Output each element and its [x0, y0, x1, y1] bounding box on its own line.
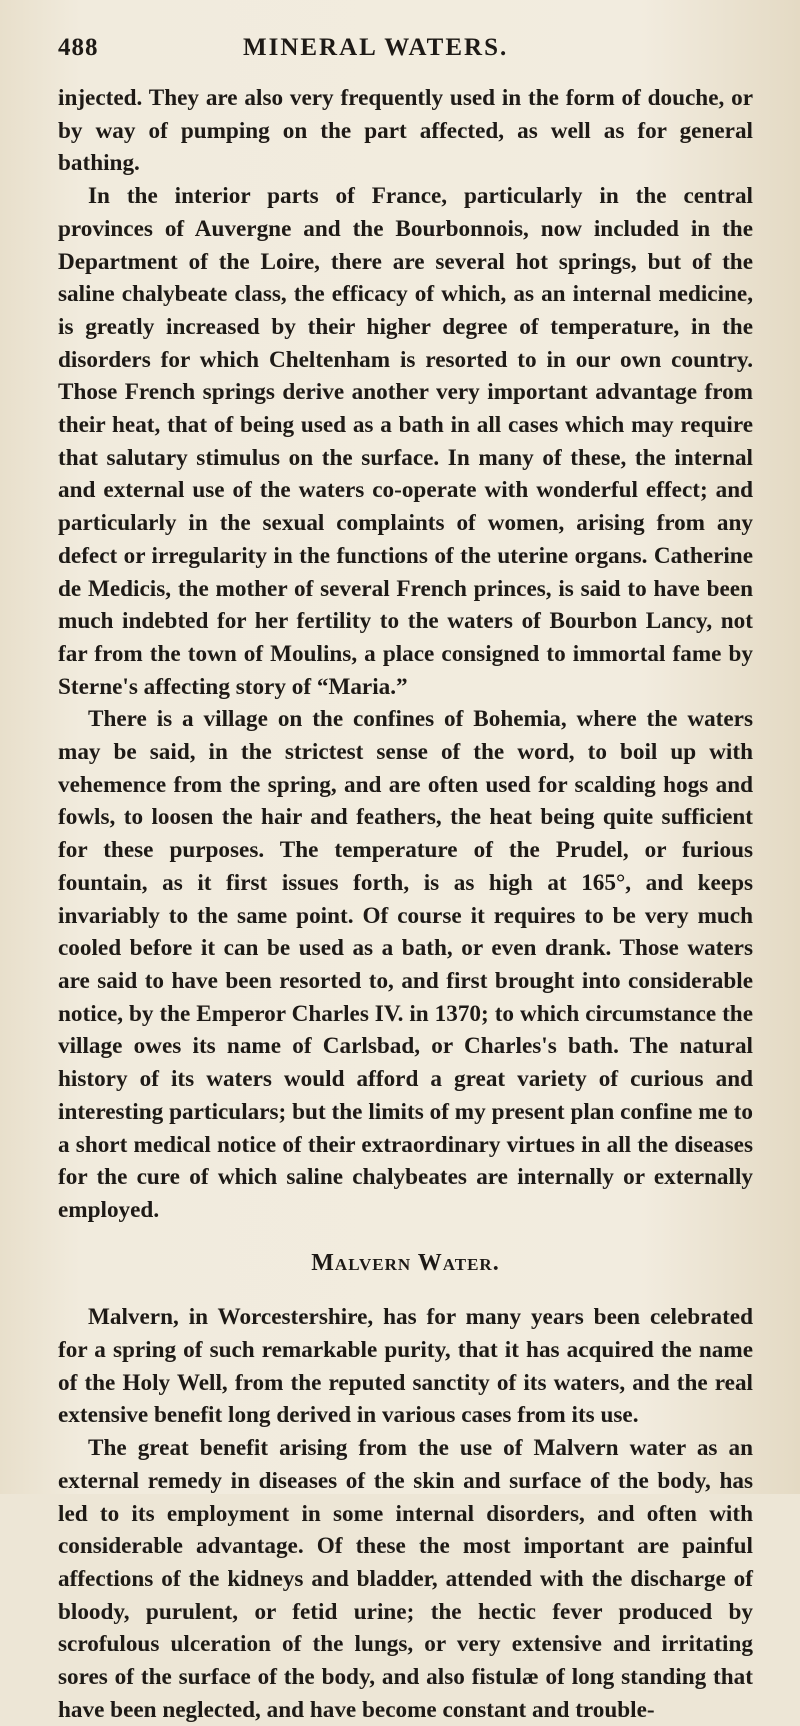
body-text — [58, 82, 753, 1726]
paragraph-1: injected. They are also very frequently used in the form of douche, or by way of pumping on the part affected, as well as for general bathing. — [58, 85, 753, 177]
section-heading: Malvern Water. — [311, 1249, 500, 1276]
paragraph-4: Malvern, in Worcestershire, has for many years been celebrated for a spring of such remarkable purity, that it has acquired the name of the Holy Well, from the reputed sanctity of its waters, and the real extensive benefit long derived in various cases from its use. — [58, 1304, 753, 1429]
paragraph-2: In the interior parts of France, particularly in the central provinces of Auvergne and the Bourbonnois, now included in the Department of the Loire, there are several hot springs, but of the saline chalybeate class, the efficacy of which, as an internal medicine, is greatly increased by their higher degree of temperature, in the disorders for which Cheltenham is resorted to in our own country. Those French springs derive another very important advantage from their heat, that of being used as a bath in all cases which may require that salutary stimulus on the surface. In many of these, the internal and external use of the waters co-operate with wonderful effect; and particularly in the sexual complaints of women, arising from any defect or irregularity in the functions of the uterine organs. Catherine de Medicis, the mother of several French princes, is said to have been much indebted for her fertility to the waters of Bourbon Lancy, not far from the town of Moulins, a place consigned to immortal fame by Sterne's affecting story of “Maria.” — [58, 183, 753, 700]
running-title: MINERAL WATERS. — [243, 34, 509, 61]
paragraph-5: The great benefit arising from the use of Malvern water as an external remedy in diseases of the skin and surface of the body, has led to its employment in some internal disorders, and often with considerable advantage. Of these the most important are painful affections of the kidneys and bladder, attended with the discharge of bloody, purulent, or fetid urine; the hectic fever produced by scrofulous ulceration of the lungs, or very extensive and irritating sores of the surface of the body, and also fistulæ of long standing that have been neglected, and have become constant and trouble- — [58, 1435, 753, 1723]
page-number: 488 — [58, 34, 99, 61]
paragraph-3: There is a village on the confines of Bohemia, where the waters may be said, in the strictest sense of the word, to boil up with vehemence from the spring, and are often used for scalding hogs and fowls, to loosen the hair and feathers, the heat being quite sufficient for these purposes. The temperature of the Prudel, or furious fountain, as it first issues forth, is as high at 165°, and keeps invariably to the same point. Of course it requires to be very much cooled before it can be used as a bath, or even drank. Those waters are said to have been resorted to, and first brought into considerable notice, by the Emperor Charles IV. in 1370; to which circumstance the village owes its name of Carlsbad, or Charles's bath. The natural history of its waters would afford a great variety of curious and interesting particulars; but the limits of my present plan confine me to a short medical notice of their extraordinary virtues in all the diseases for the cure of which saline chalybeates are internally or externally employed. — [58, 706, 753, 1223]
page-header — [58, 30, 758, 70]
